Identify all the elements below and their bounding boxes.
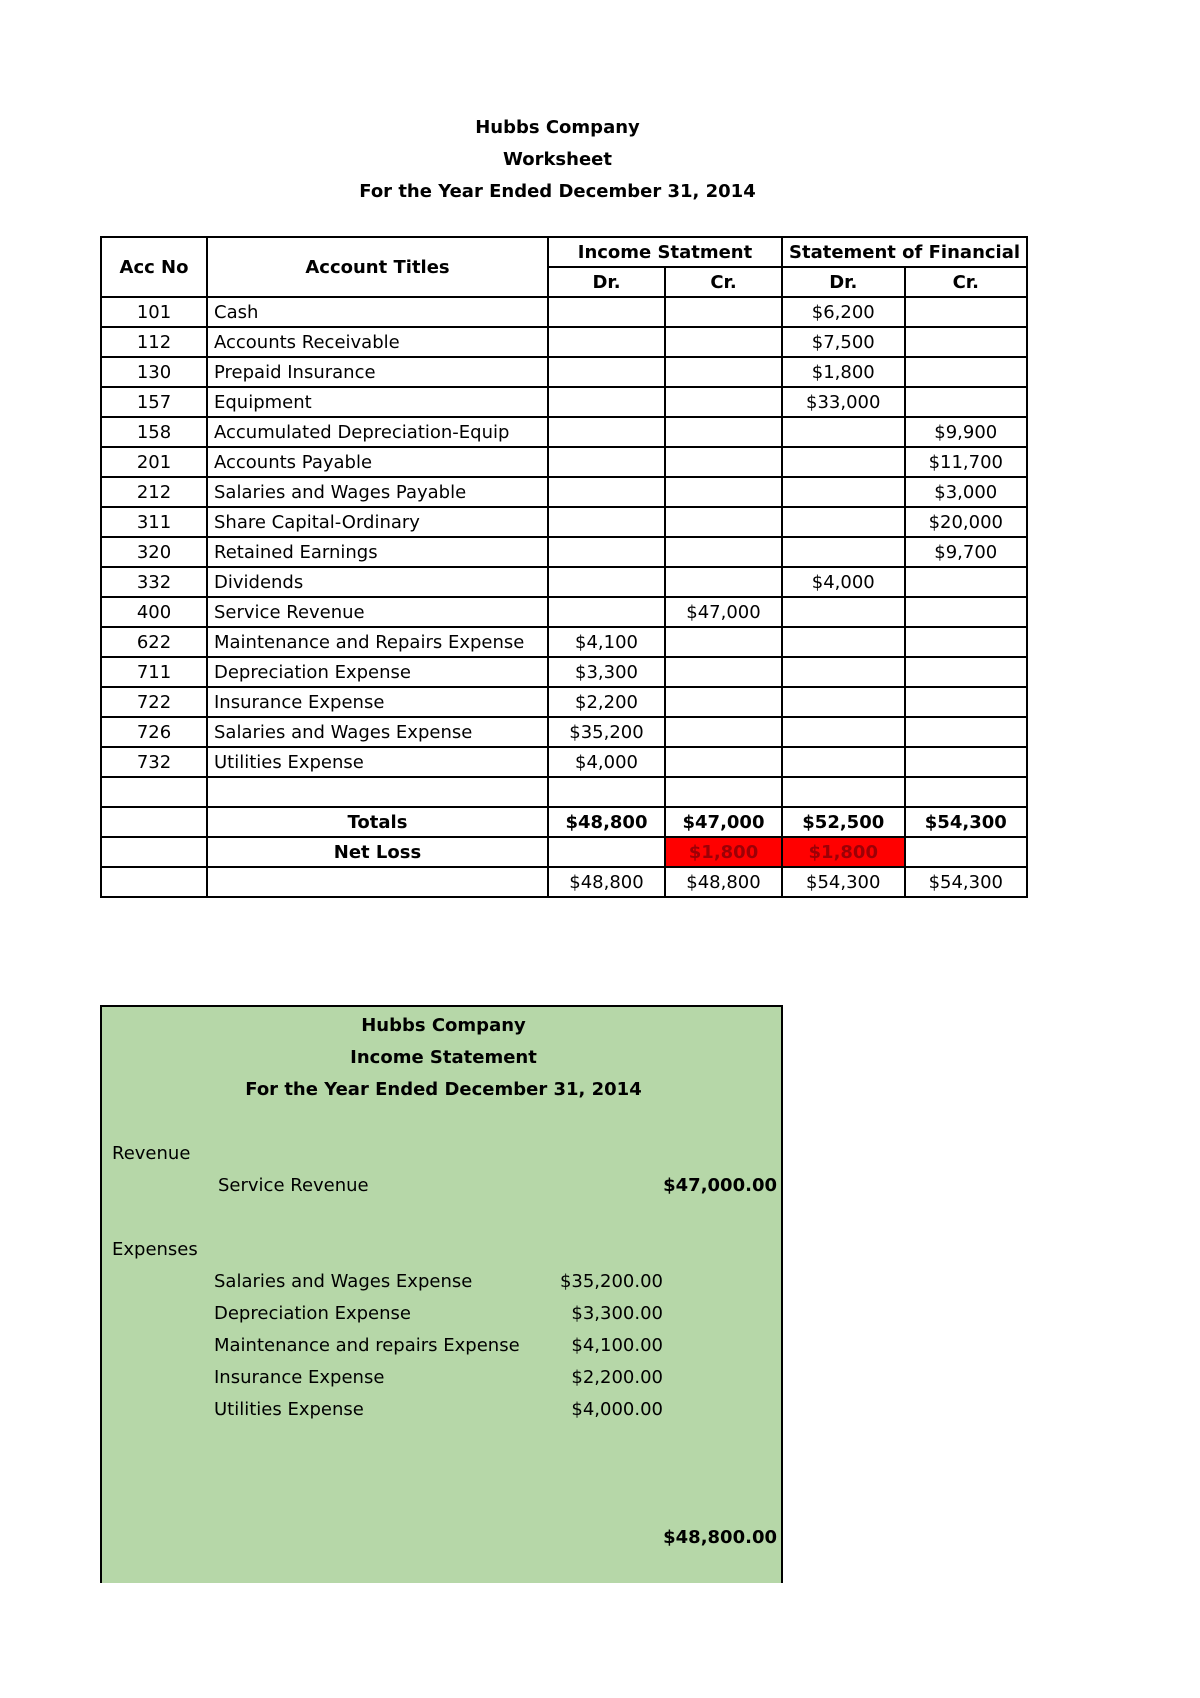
is-dr: $2,200: [548, 687, 665, 717]
revenue-label: Revenue: [112, 1143, 191, 1164]
acc-no: 101: [101, 297, 207, 327]
is-cr: $47,000: [665, 597, 782, 627]
account-row: [101, 687, 1027, 717]
sfp-dr: $33,000: [782, 387, 905, 417]
is-dr: [548, 297, 665, 327]
account-title: Depreciation Expense: [207, 657, 548, 687]
header-account-titles: Account Titles: [207, 237, 548, 297]
is-cr: [665, 537, 782, 567]
acc-no: 726: [101, 717, 207, 747]
header-financial-position: Statement of Financial: [782, 237, 1027, 267]
sfp-dr: [782, 657, 905, 687]
is-cr: [665, 687, 782, 717]
worksheet-company: Hubbs Company: [475, 117, 640, 138]
sfp-dr: [782, 687, 905, 717]
is-dr: [548, 327, 665, 357]
is-cr: [665, 357, 782, 387]
account-row: [101, 387, 1027, 417]
account-title: Accounts Payable: [207, 447, 548, 477]
sfp-dr: [782, 477, 905, 507]
expenses-label: Expenses: [112, 1239, 198, 1260]
sfp-cr: $9,900: [905, 417, 1028, 447]
acc-no: 722: [101, 687, 207, 717]
is-cr: [665, 717, 782, 747]
totals-row: [101, 807, 1027, 837]
sfp-cr: [905, 657, 1028, 687]
expense-amount: $4,100.00: [571, 1335, 663, 1356]
sfp-cr: $11,700: [905, 447, 1028, 477]
is-dr: [548, 567, 665, 597]
account-title: Accumulated Depreciation-Equip: [207, 417, 548, 447]
is-title: Income Statement: [350, 1047, 537, 1068]
expense-amount: $3,300.00: [571, 1303, 663, 1324]
sfp-cr: [905, 747, 1028, 777]
sfp-cr: $20,000: [905, 507, 1028, 537]
sfp-dr: [782, 717, 905, 747]
sfp-cr: [905, 387, 1028, 417]
account-row: [101, 597, 1027, 627]
account-row: [101, 327, 1027, 357]
sfp-cr: [905, 567, 1028, 597]
is-dr: $35,200: [548, 717, 665, 747]
acc-no: 212: [101, 477, 207, 507]
account-title: Share Capital-Ordinary: [207, 507, 548, 537]
blank-row: [101, 777, 1027, 807]
sfp-cr: [905, 687, 1028, 717]
is-cr: [665, 387, 782, 417]
sfp-cr: $9,700: [905, 537, 1028, 567]
account-row: [101, 537, 1027, 567]
income-statement-panel: [100, 1005, 783, 1583]
sfp-dr: $4,000: [782, 567, 905, 597]
acc-no: 158: [101, 417, 207, 447]
account-row: [101, 627, 1027, 657]
header-acc-no: Acc No: [101, 237, 207, 297]
totals-sfp-dr: $52,500: [782, 807, 905, 837]
worksheet-table: [100, 236, 1028, 898]
sfp-cr: [905, 357, 1028, 387]
is-dr: [548, 597, 665, 627]
sfp-dr: [782, 447, 905, 477]
header-sfp-cr: Cr.: [905, 267, 1028, 297]
total-expenses-amount: $48,800.00: [663, 1527, 777, 1548]
acc-no: 732: [101, 747, 207, 777]
acc-no: 311: [101, 507, 207, 537]
sfp-dr: $1,800: [782, 357, 905, 387]
expense-label: Utilities Expense: [214, 1399, 364, 1420]
header-income-statement: Income Statment: [548, 237, 782, 267]
account-row: [101, 507, 1027, 537]
is-dr: [548, 417, 665, 447]
account-title: Retained Earnings: [207, 537, 548, 567]
expense-amount: $4,000.00: [571, 1399, 663, 1420]
sfp-dr: [782, 747, 905, 777]
sfp-cr: [905, 627, 1028, 657]
is-cr: [665, 417, 782, 447]
is-company: Hubbs Company: [361, 1015, 526, 1036]
totals-label: Totals: [207, 807, 548, 837]
is-dr: [548, 447, 665, 477]
worksheet-period: For the Year Ended December 31, 2014: [359, 181, 756, 202]
acc-no: 320: [101, 537, 207, 567]
is-cr: [665, 327, 782, 357]
acc-no: 711: [101, 657, 207, 687]
account-title: Dividends: [207, 567, 548, 597]
acc-no: 130: [101, 357, 207, 387]
account-title: Salaries and Wages Expense: [207, 717, 548, 747]
is-dr: $4,000: [548, 747, 665, 777]
acc-no: 622: [101, 627, 207, 657]
revenue-item-amount: $47,000.00: [663, 1175, 777, 1196]
sfp-dr: [782, 507, 905, 537]
acc-no: 201: [101, 447, 207, 477]
final-sfp-dr: $54,300: [782, 867, 905, 897]
header-sfp-dr: Dr.: [782, 267, 905, 297]
net-loss-row: [101, 837, 1027, 867]
acc-no: 157: [101, 387, 207, 417]
account-row: [101, 447, 1027, 477]
account-row: [101, 747, 1027, 777]
totals-is-dr: $48,800: [548, 807, 665, 837]
account-row: [101, 717, 1027, 747]
expense-label: Insurance Expense: [214, 1367, 385, 1388]
is-cr: [665, 477, 782, 507]
sfp-cr: [905, 297, 1028, 327]
expense-label: Depreciation Expense: [214, 1303, 411, 1324]
account-title: Prepaid Insurance: [207, 357, 548, 387]
sfp-cr: [905, 597, 1028, 627]
acc-no: 112: [101, 327, 207, 357]
sfp-dr: $7,500: [782, 327, 905, 357]
sfp-dr: [782, 627, 905, 657]
expense-label: Maintenance and repairs Expense: [214, 1335, 520, 1356]
header-is-dr: Dr.: [548, 267, 665, 297]
expense-label: Salaries and Wages Expense: [214, 1271, 473, 1292]
account-row: [101, 357, 1027, 387]
totals-is-cr: $47,000: [665, 807, 782, 837]
account-title: Salaries and Wages Payable: [207, 477, 548, 507]
is-dr: [548, 537, 665, 567]
sfp-cr: $3,000: [905, 477, 1028, 507]
account-title: Utilities Expense: [207, 747, 548, 777]
revenue-item-label: Service Revenue: [218, 1175, 369, 1196]
totals-sfp-cr: $54,300: [905, 807, 1028, 837]
final-is-dr: $48,800: [548, 867, 665, 897]
is-cr: [665, 627, 782, 657]
account-row: [101, 417, 1027, 447]
sfp-cr: [905, 717, 1028, 747]
is-cr: [665, 507, 782, 537]
sfp-dr: [782, 417, 905, 447]
acc-no: 400: [101, 597, 207, 627]
is-dr: [548, 477, 665, 507]
is-dr: [548, 507, 665, 537]
expense-amount: $2,200.00: [571, 1367, 663, 1388]
account-row: [101, 297, 1027, 327]
account-title: Maintenance and Repairs Expense: [207, 627, 548, 657]
worksheet-title: Worksheet: [503, 149, 612, 170]
account-title: Equipment: [207, 387, 548, 417]
sfp-cr: [905, 327, 1028, 357]
net-loss-sfp-dr: $1,800: [782, 837, 905, 867]
account-title: Accounts Receivable: [207, 327, 548, 357]
account-row: [101, 477, 1027, 507]
header-is-cr: Cr.: [665, 267, 782, 297]
sfp-dr: [782, 597, 905, 627]
final-sfp-cr: $54,300: [905, 867, 1028, 897]
is-cr: [665, 297, 782, 327]
is-period: For the Year Ended December 31, 2014: [245, 1079, 642, 1100]
account-title: Service Revenue: [207, 597, 548, 627]
sfp-dr: [782, 537, 905, 567]
is-dr: [548, 387, 665, 417]
account-title: Insurance Expense: [207, 687, 548, 717]
account-row: [101, 657, 1027, 687]
is-cr: [665, 747, 782, 777]
acc-no: 332: [101, 567, 207, 597]
is-dr: $4,100: [548, 627, 665, 657]
is-cr: [665, 447, 782, 477]
is-cr: [665, 567, 782, 597]
sfp-dr: $6,200: [782, 297, 905, 327]
net-loss-label: Net Loss: [207, 837, 548, 867]
is-dr: [548, 357, 665, 387]
is-cr: [665, 657, 782, 687]
account-title: Cash: [207, 297, 548, 327]
is-dr: $3,300: [548, 657, 665, 687]
final-totals-row: [101, 867, 1027, 897]
net-loss-is-cr: $1,800: [665, 837, 782, 867]
account-row: [101, 567, 1027, 597]
final-is-cr: $48,800: [665, 867, 782, 897]
expense-amount: $35,200.00: [559, 1271, 663, 1292]
